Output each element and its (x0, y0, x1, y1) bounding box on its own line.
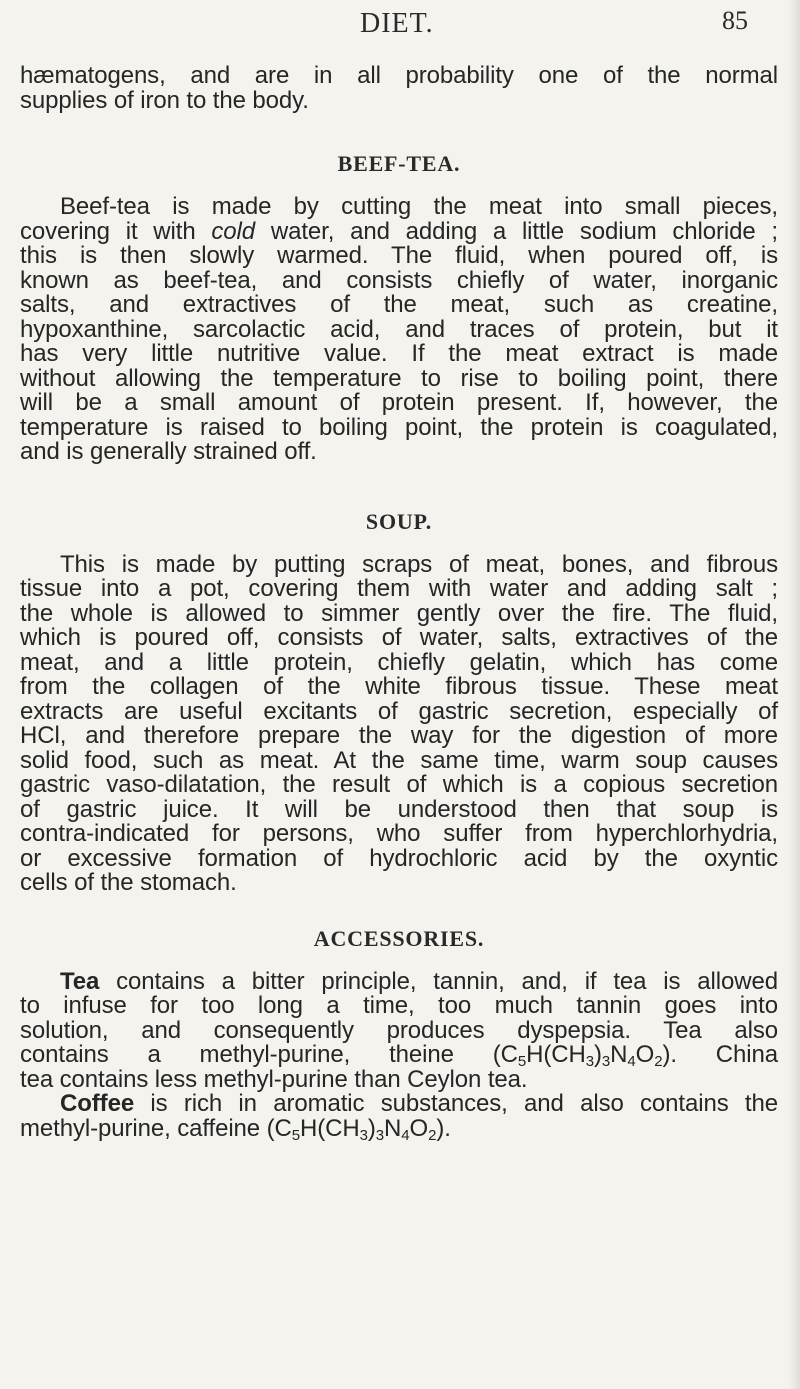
paragraph-line: solid food, such as meat. At the same time, warm soup causes (20, 746, 778, 774)
formula-part: (C (492, 1041, 518, 1068)
formula-subscript: 5 (291, 1126, 301, 1144)
formula-subscript: 2 (654, 1053, 663, 1070)
chemical-formula-theine (493, 1041, 677, 1068)
text-run: water, and adding a little sodium chloride ; (270, 217, 779, 245)
paragraph-line: tissue into a pot, covering them with water and adding salt ; (20, 575, 778, 602)
intro-line: hæmatogens, and are in all probability one of the normal (20, 62, 778, 89)
italic-word-cold: cold (211, 217, 256, 245)
formula-part: ) (367, 1114, 376, 1142)
paragraph-line (20, 217, 779, 245)
text-run: methyl-purine, caffeine (20, 1114, 261, 1142)
paragraph-line: gastric vaso-dilatation, the result of which is a copious secretion (20, 771, 778, 798)
formula-part: ). (662, 1041, 677, 1068)
formula-part: O (635, 1041, 655, 1068)
formula-subscript: 3 (601, 1053, 611, 1070)
paragraph-line: HCl, and therefore prepare the way for the digestion of more (20, 722, 778, 749)
paragraph-line: will be a small amount of protein present. If, however, the (20, 389, 778, 416)
running-title: DIET. (360, 8, 434, 39)
paragraph-line: has very little nutritive value. If the meat extract is made (20, 340, 778, 367)
paragraph-line (20, 967, 778, 995)
paragraph-line: extracts are useful excitants of gastric secretion, especially of (20, 697, 778, 725)
formula-part: ) (593, 1041, 602, 1068)
paragraph-line: meat, and a little protein, chiefly gelatin, which has come (20, 648, 778, 676)
coffee-paragraph (20, 1090, 778, 1144)
paragraph-line: Beef-tea is made by cutting the meat into small pieces, (60, 193, 778, 220)
paragraph-line: salts, and extractives of the meat, such as creatine, (20, 291, 778, 318)
text-run: contains a bitter principle, tannin, and, if tea is allowed (116, 967, 778, 995)
formula-part: H(CH (526, 1041, 586, 1068)
paragraph-line: or excessive formation of hydrochloric acid by the oxyntic (20, 844, 778, 872)
paragraph-line: and is generally strained off. (20, 438, 317, 465)
paragraph-line: from the collagen of the white fibrous tissue. These meat (20, 673, 778, 700)
paragraph-line (20, 1114, 778, 1144)
bold-lead-coffee: Coffee (60, 1090, 135, 1117)
paragraph-line: without allowing the temperature to rise to boiling point, there (20, 364, 778, 392)
section-heading-soup: SOUP. (365, 508, 433, 534)
paragraph-line: contra-indicated for persons, who suffer from hyperchlorhydria, (20, 820, 778, 847)
paragraph-line: temperature is raised to boiling point, the protein is coagulated, (20, 413, 778, 441)
body-text (20, 62, 779, 1144)
paragraph-line: of gastric juice. It will be understood then that soup is (20, 795, 778, 823)
formula-subscript: 3 (359, 1126, 368, 1144)
text-run: is rich in aromatic substances, and also contains the (150, 1090, 778, 1117)
bold-lead-tea: Tea (60, 967, 100, 995)
page-number: 85 (722, 6, 748, 35)
text-run: China (715, 1041, 779, 1068)
paragraph-line: the whole is allowed to simmer gently over the fire. The fluid, (20, 599, 778, 627)
formula-subscript: 5 (517, 1053, 527, 1070)
formula-subscript: 3 (375, 1126, 385, 1144)
formula-subscript: 3 (585, 1053, 594, 1070)
paragraph-line: which is poured off, consists of water, salts, extractives of the (20, 624, 778, 651)
paragraph-line: cells of the stomach. (20, 869, 237, 896)
formula-part: N (384, 1114, 402, 1142)
formula-part: (C (266, 1114, 292, 1142)
formula-subscript: 2 (428, 1126, 437, 1144)
text-run: contains a methyl-purine, theine (20, 1041, 454, 1068)
paragraph-line: hypoxanthine, sarcolactic acid, and traces of protein, but it (20, 315, 778, 343)
text-run: covering it with (20, 217, 196, 245)
paragraph-line: this is then slowly warmed. The fluid, when poured off, is (20, 242, 778, 269)
section-heading-beef-tea: BEEF-TEA. (337, 151, 461, 176)
paragraph-line: solution, and consequently produces dyspepsia. Tea also (20, 1016, 778, 1044)
paragraph-line (20, 1043, 778, 1068)
formula-part: N (610, 1041, 628, 1068)
paragraph-line: This is made by putting scraps of meat, bones, and fibrous (60, 550, 778, 578)
soup-paragraph (20, 550, 778, 896)
paragraph-line: to infuse for too long a time, too much tannin goes into (20, 992, 778, 1019)
running-head (0, 4, 800, 44)
paragraph-line (20, 1092, 778, 1117)
formula-subscript: 4 (627, 1053, 636, 1070)
page-gutter-shadow (788, 0, 800, 1389)
paragraph-line: known as beef-tea, and consists chiefly of water, inorganic (20, 266, 778, 294)
formula-subscript: 4 (401, 1126, 410, 1144)
formula-part: ). (436, 1114, 451, 1142)
section-heading-accessories: ACCESSORIES. (313, 925, 485, 951)
formula-part: H(CH (300, 1114, 360, 1142)
beef-tea-paragraph (20, 195, 778, 465)
paragraph-line: tea contains less methyl-purine than Ceylon tea. (20, 1065, 528, 1093)
tea-paragraph (20, 967, 779, 1093)
intro-line: supplies of iron to the body. (20, 86, 309, 114)
formula-part: O (409, 1114, 429, 1142)
chemical-formula-caffeine (267, 1115, 451, 1142)
